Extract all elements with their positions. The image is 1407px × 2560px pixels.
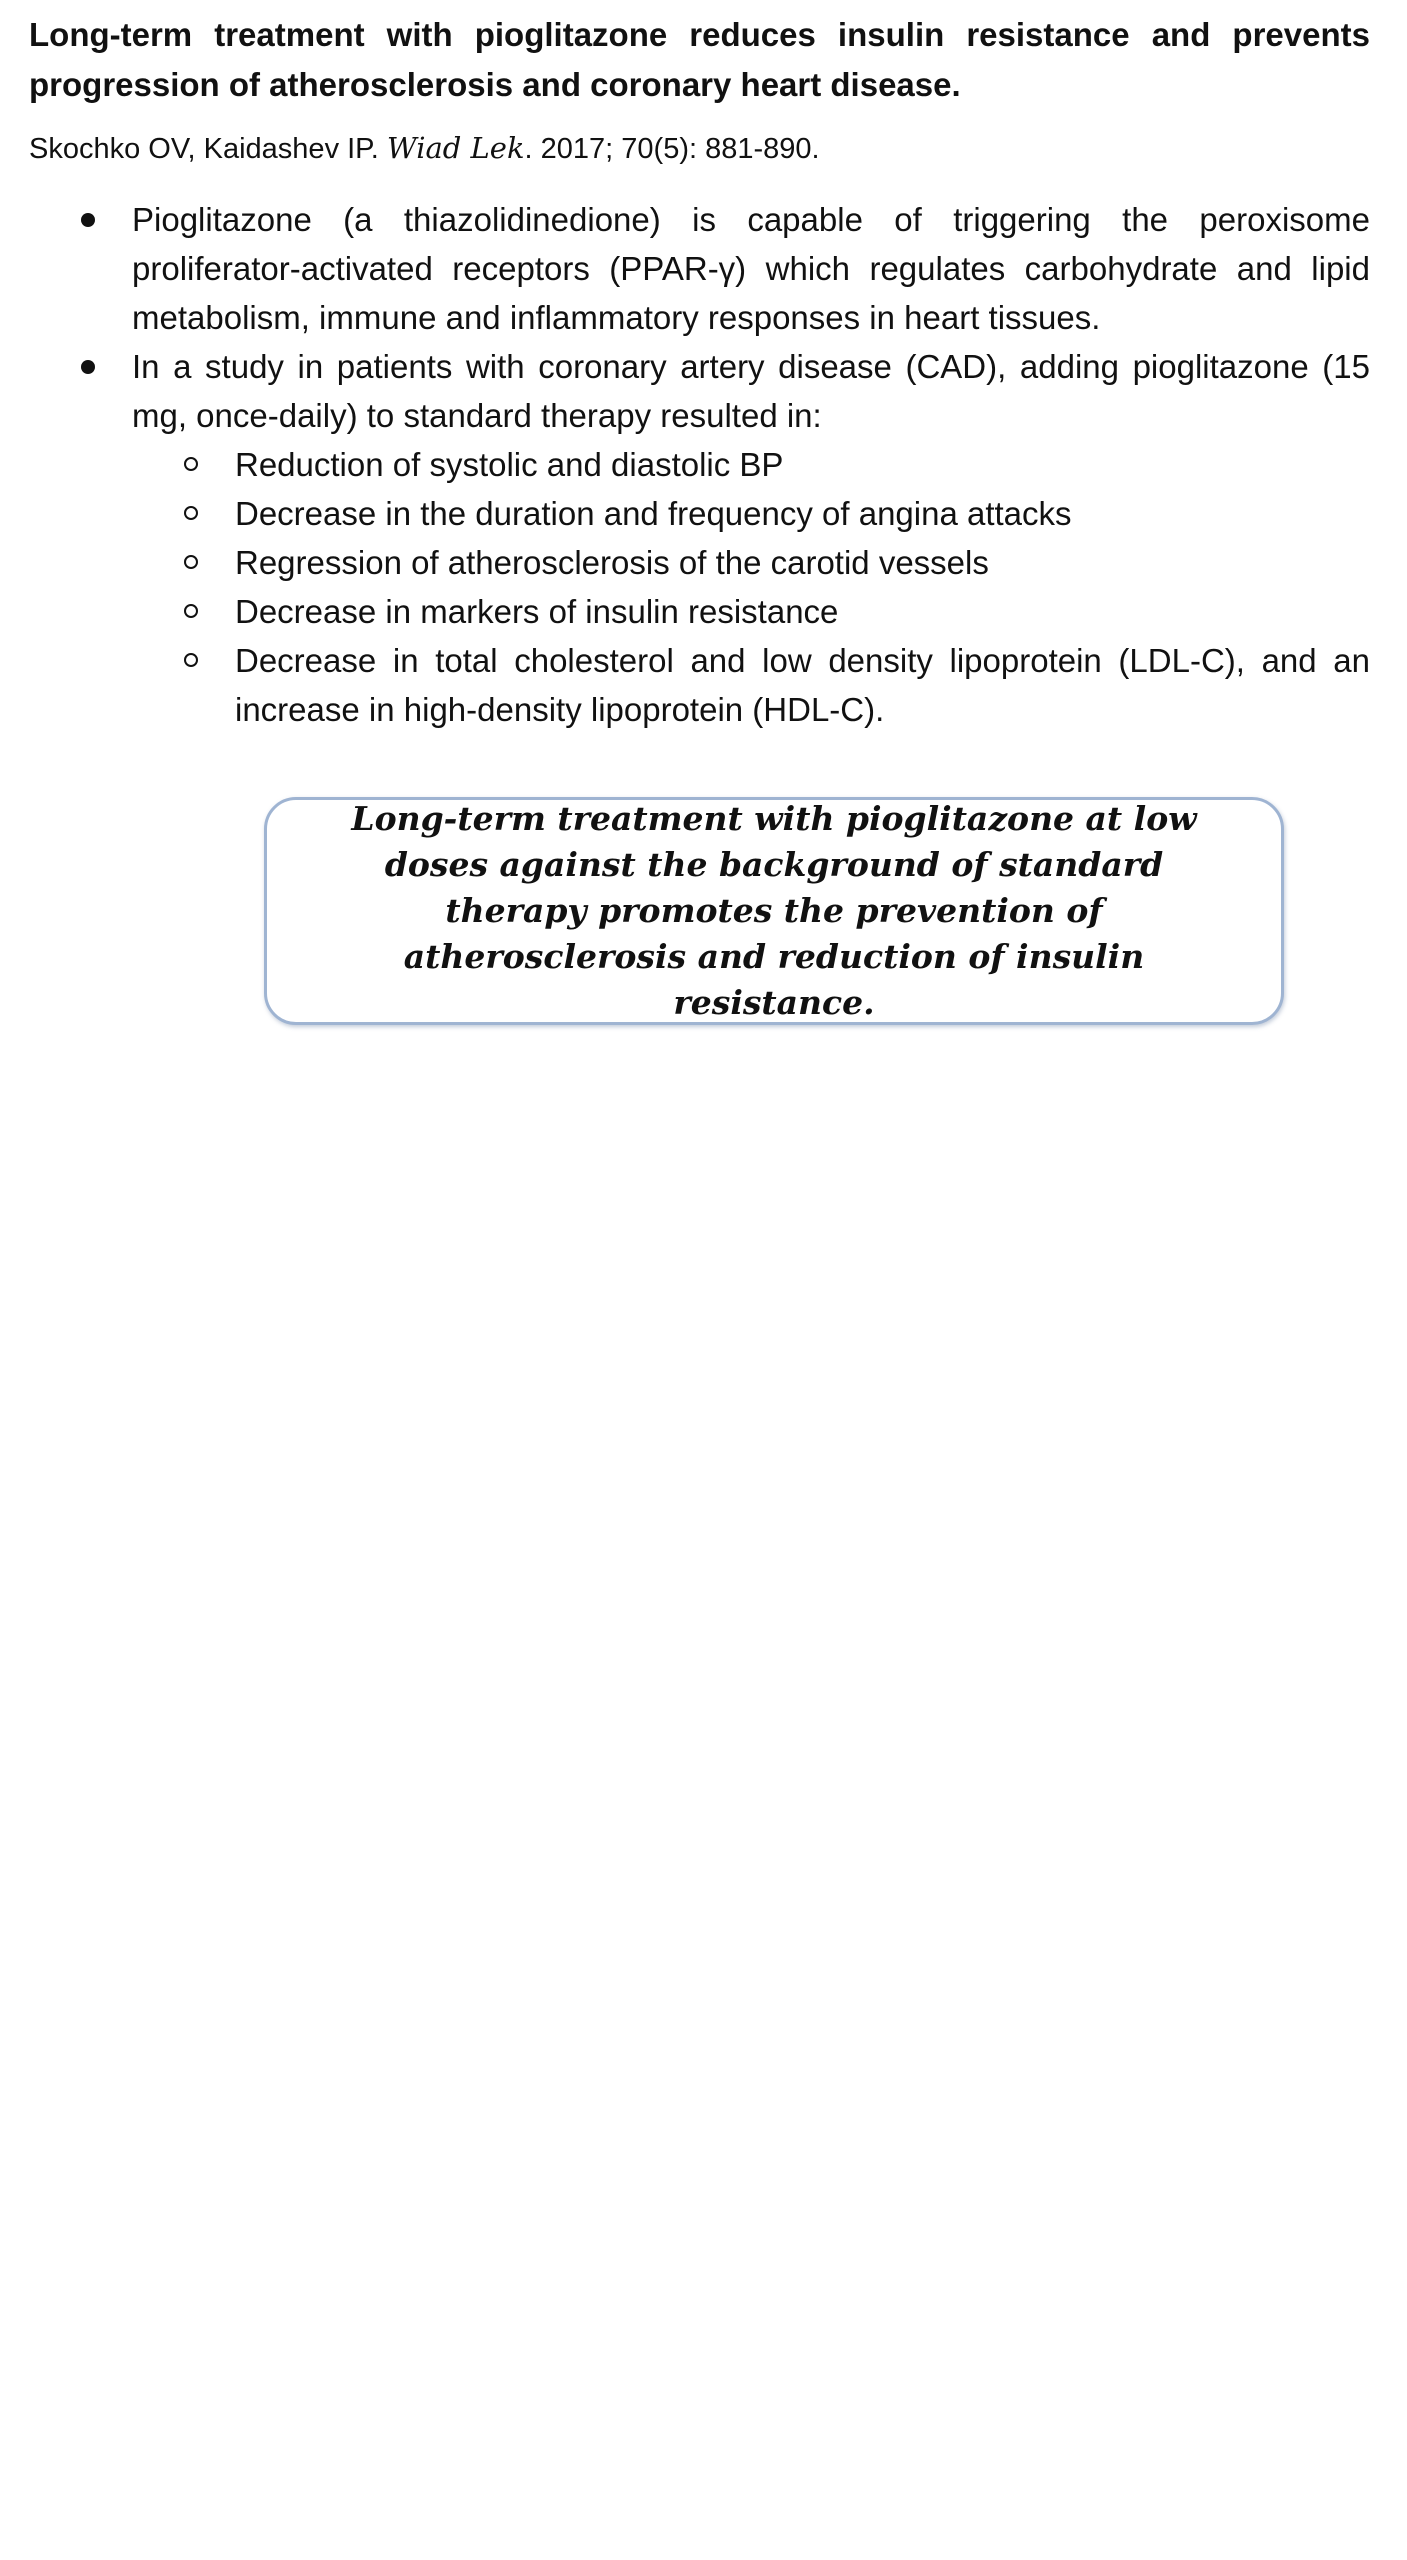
sub-item: [235, 636, 1370, 734]
bullet-text: Pioglitazone (a thiazolidinedione) is capable of triggering the peroxisome proliferator-activated receptors (PPAR-γ) which regulates carbohydrate and lipid metabolism, immune and inflammatory responses in heart tissues.: [132, 201, 1370, 336]
sub-item: [235, 489, 1370, 538]
bullet-dot-icon: [81, 360, 95, 374]
sub-item: [235, 538, 1370, 587]
sub-item-text: Decrease in total cholesterol and low density lipoprotein (LDL-C), and an increase in high-density lipoprotein (HDL-C).: [235, 642, 1370, 728]
conclusion-callout: [264, 797, 1284, 1025]
callout-text: Long-term treatment with pioglitazone at low doses against the background of standard therapy promotes the prevention of atherosclerosis and reduction of insulin resistance.: [351, 799, 1197, 1022]
sub-item-text: Decrease in the duration and frequency of angina attacks: [235, 495, 1072, 532]
bullet-item: [132, 342, 1370, 440]
document-title: Long-term treatment with pioglitazone reduces insulin resistance and prevents progression of atherosclerosis and coronary heart disease.: [29, 16, 1370, 103]
bullet-item: [132, 195, 1370, 342]
hollow-circle-icon: [184, 555, 198, 569]
hollow-circle-icon: [184, 653, 198, 667]
hollow-circle-icon: [184, 457, 198, 471]
citation-journal: Wiad Lek: [386, 131, 525, 165]
sub-item-text: Regression of atherosclerosis of the carotid vessels: [235, 544, 989, 581]
hollow-circle-icon: [184, 506, 198, 520]
citation: [29, 128, 1370, 169]
bullet-dot-icon: [81, 213, 95, 227]
sub-item-text: Decrease in markers of insulin resistance: [235, 593, 839, 630]
citation-authors: Skochko OV, Kaidashev IP.: [29, 133, 379, 165]
sub-item: [235, 440, 1370, 489]
citation-details: . 2017; 70(5): 881-890.: [524, 133, 820, 165]
bullet-list: [0, 195, 1407, 734]
sub-item-text: Reduction of systolic and diastolic BP: [235, 446, 784, 483]
sub-item: [235, 587, 1370, 636]
hollow-circle-icon: [184, 604, 198, 618]
bullet-text: In a study in patients with coronary artery disease (CAD), adding pioglitazone (15 mg, once-daily) to standard therapy resulted in:: [132, 348, 1370, 434]
